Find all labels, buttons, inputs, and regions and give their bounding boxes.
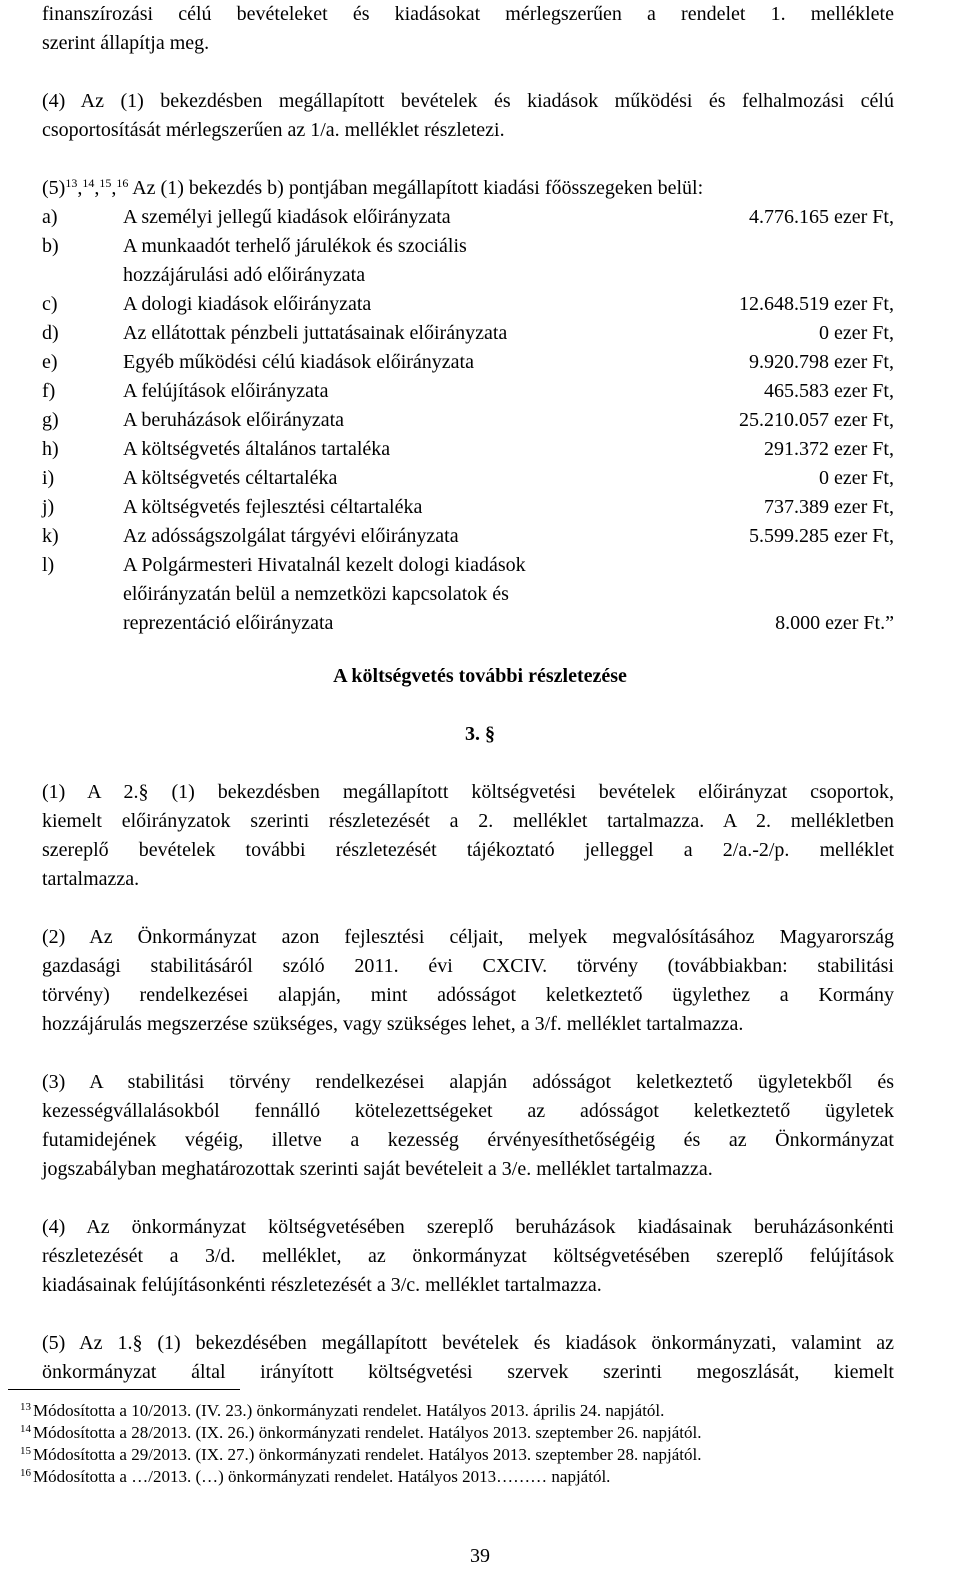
s3-para-2-line: (2) Az Önkormányzat azon fejlesztési céljait, melyek megvalósításához Magyarország <box>42 926 894 948</box>
list-item <box>42 205 894 234</box>
footnote <box>20 1401 664 1421</box>
footnote <box>20 1423 702 1443</box>
item-amount: 5.599.285 ezer Ft, <box>749 525 894 547</box>
footnote <box>20 1445 702 1465</box>
s3-para-5-line: (5) Az 1.§ (1) bekezdésében megállapított bevételek és kiadások önkormányzati, valamint az <box>42 1332 894 1354</box>
item-label: f) <box>42 380 56 402</box>
item-amount: 291.372 ezer Ft, <box>764 438 894 460</box>
list-item <box>42 553 894 640</box>
item-label: h) <box>42 438 59 460</box>
item-amount: 737.389 ezer Ft, <box>764 496 894 518</box>
item-label: d) <box>42 322 59 344</box>
item-text: A beruházások előirányzata <box>123 409 345 431</box>
s3-para-4-line: (4) Az önkormányzat költségvetésében szereplő beruházások kiadásainak beruházásonkénti <box>42 1216 894 1238</box>
item-label: i) <box>42 467 55 489</box>
list-item <box>42 408 894 437</box>
footnote-text: Módosította a 28/2013. (IX. 26.) önkormányzati rendelet. Hatályos 2013. szeptember 26. napjától. <box>33 1423 702 1442</box>
item-label: c) <box>42 293 58 315</box>
s3-para-5-line: önkormányzat által irányított költségvetési szervek szerinti megoszlását, kiemelt <box>42 1361 894 1383</box>
item-amount: 8.000 ezer Ft.” <box>775 612 894 634</box>
list-item <box>42 466 894 495</box>
para-5-prefix: (5) <box>42 177 66 199</box>
footnote-number: 15 <box>20 1445 31 1457</box>
footnote-number: 13 <box>20 1401 31 1413</box>
list-item <box>42 379 894 408</box>
s3-para-1-line: kiemelt előirányzatok szerinti részletezését a 2. melléklet tartalmazza. A 2. mellékletben <box>42 810 894 832</box>
item-text: Az adósságszolgálat tárgyévi előirányzata <box>123 525 459 547</box>
item-label: l) <box>42 554 55 576</box>
item-text: A Polgármesteri Hivatalnál kezelt dologi kiadások <box>123 554 526 576</box>
para-4-line-2: csoportosítását mérlegszerűen az 1/a. melléklet részletezi. <box>42 119 505 141</box>
item-amount: 4.776.165 ezer Ft, <box>749 206 894 228</box>
item-text: Az ellátottak pénzbeli juttatásainak előirányzata <box>123 322 508 344</box>
section-title: A költségvetés további részletezése <box>333 665 627 687</box>
para-4-line-1: (4) Az (1) bekezdésben megállapított bevételek és kiadások működési és felhalmozási célú <box>42 90 894 112</box>
item-amount: 25.210.057 ezer Ft, <box>739 409 894 431</box>
item-text: A munkaadót terhelő járulékok és szociális <box>123 235 467 257</box>
item-text: A személyi jellegű kiadások előirányzata <box>123 206 451 228</box>
item-text: A költségvetés céltartaléka <box>123 467 338 489</box>
footnote-ref-14[interactable]: 14 <box>82 176 95 190</box>
item-amount: 0 ezer Ft, <box>819 467 894 489</box>
page-number: 39 <box>470 1545 490 1567</box>
item-text: Egyéb működési célú kiadások előirányzata <box>123 351 474 373</box>
s3-para-4-line: részletezését a 3/d. melléklet, az önkormányzat költségvetésében szereplő felújítások <box>42 1245 894 1267</box>
item-label: j) <box>42 496 55 518</box>
item-text-continued: reprezentáció előirányzata <box>123 612 334 634</box>
footnote-text: Módosította a …/2013. (…) önkormányzati rendelet. Hatályos 2013……… napjától. <box>33 1467 611 1486</box>
footnote-number: 16 <box>20 1467 31 1479</box>
footnote-ref-15[interactable]: 15 <box>99 176 112 190</box>
ref-separator: , <box>94 177 100 199</box>
list-item <box>42 495 894 524</box>
item-text-continued: előirányzatán belül a nemzetközi kapcsolatok és <box>123 583 509 605</box>
footnote-text: Módosította a 10/2013. (IV. 23.) önkormányzati rendelet. Hatályos 2013. április 24. napjától. <box>33 1401 665 1420</box>
para-5-intro <box>42 176 703 200</box>
item-text: A költségvetés fejlesztési céltartaléka <box>123 496 423 518</box>
s3-para-2-line: hozzájárulás megszerzése szükséges, vagy szükséges lehet, a 3/f. melléklet tartalmazza. <box>42 1013 744 1035</box>
list-item <box>42 234 894 292</box>
list-item <box>42 321 894 350</box>
list-item <box>42 524 894 553</box>
footnote-number: 14 <box>20 1423 31 1435</box>
top-paragraph-line-2: szerint állapítja meg. <box>42 32 210 54</box>
item-amount: 12.648.519 ezer Ft, <box>739 293 894 315</box>
footnote-ref-16[interactable]: 16 <box>116 176 129 190</box>
section-number: 3. § <box>465 723 495 745</box>
s3-para-4-line: kiadásainak felújításonkénti részletezését a 3/c. melléklet tartalmazza. <box>42 1274 602 1296</box>
item-text: A költségvetés általános tartaléka <box>123 438 391 460</box>
para-5-text: Az (1) bekezdés b) pontjában megállapított kiadási főösszegeken belül: <box>128 177 704 199</box>
item-label: a) <box>42 206 58 228</box>
list-item <box>42 292 894 321</box>
top-paragraph-line-1: finanszírozási célú bevételeket és kiadásokat mérlegszerűen a rendelet 1. melléklete <box>42 3 894 25</box>
s3-para-3-line: jogszabályban meghatározottak szerinti saját bevételeit a 3/e. melléklet tartalmazza. <box>42 1158 713 1180</box>
footnote-separator <box>8 1389 240 1390</box>
s3-para-1-line: (1) A 2.§ (1) bekezdésben megállapított költségvetési bevételek előirányzat csoportok, <box>42 781 894 803</box>
ref-separator: , <box>111 177 117 199</box>
item-label: g) <box>42 409 59 431</box>
footnote <box>20 1467 610 1487</box>
s3-para-3-line: kezességvállalásokból fennálló kötelezettségeket az adósságot keletkeztető ügyletek <box>42 1100 894 1122</box>
s3-para-1-line: tartalmazza. <box>42 868 140 890</box>
s3-para-1-line: szereplő bevételek további részletezését tájékoztató jelleggel a 2/a.-2/p. melléklet <box>42 839 894 861</box>
item-label: b) <box>42 235 59 257</box>
item-amount: 0 ezer Ft, <box>819 322 894 344</box>
item-label: e) <box>42 351 58 373</box>
s3-para-2-line: gazdasági stabilitásáról szóló 2011. évi CXCIV. törvény (továbbiakban: stabilitási <box>42 955 894 977</box>
list-item <box>42 350 894 379</box>
item-text-continued: hozzájárulási adó előirányzata <box>123 264 366 286</box>
footnote-ref-13[interactable]: 13 <box>65 176 78 190</box>
s3-para-3-line: futamidejének végéig, illetve a kezesség érvényesíthetőségéig és az Önkormányzat <box>42 1129 894 1151</box>
s3-para-3-line: (3) A stabilitási törvény rendelkezései alapján adósságot keletkeztető ügyletekből és <box>42 1071 894 1093</box>
s3-para-2-line: törvény) rendelkezései alapján, mint adósságot keletkeztető ügylethez a Kormány <box>42 984 894 1006</box>
item-label: k) <box>42 525 59 547</box>
item-amount: 465.583 ezer Ft, <box>764 380 894 402</box>
item-amount: 9.920.798 ezer Ft, <box>749 351 894 373</box>
footnote-text: Módosította a 29/2013. (IX. 27.) önkormányzati rendelet. Hatályos 2013. szeptember 28. napjától. <box>33 1445 702 1464</box>
list-item <box>42 437 894 466</box>
item-text: A dologi kiadások előirányzata <box>123 293 372 315</box>
item-text: A felújítások előirányzata <box>123 380 329 402</box>
ref-separator: , <box>77 177 83 199</box>
